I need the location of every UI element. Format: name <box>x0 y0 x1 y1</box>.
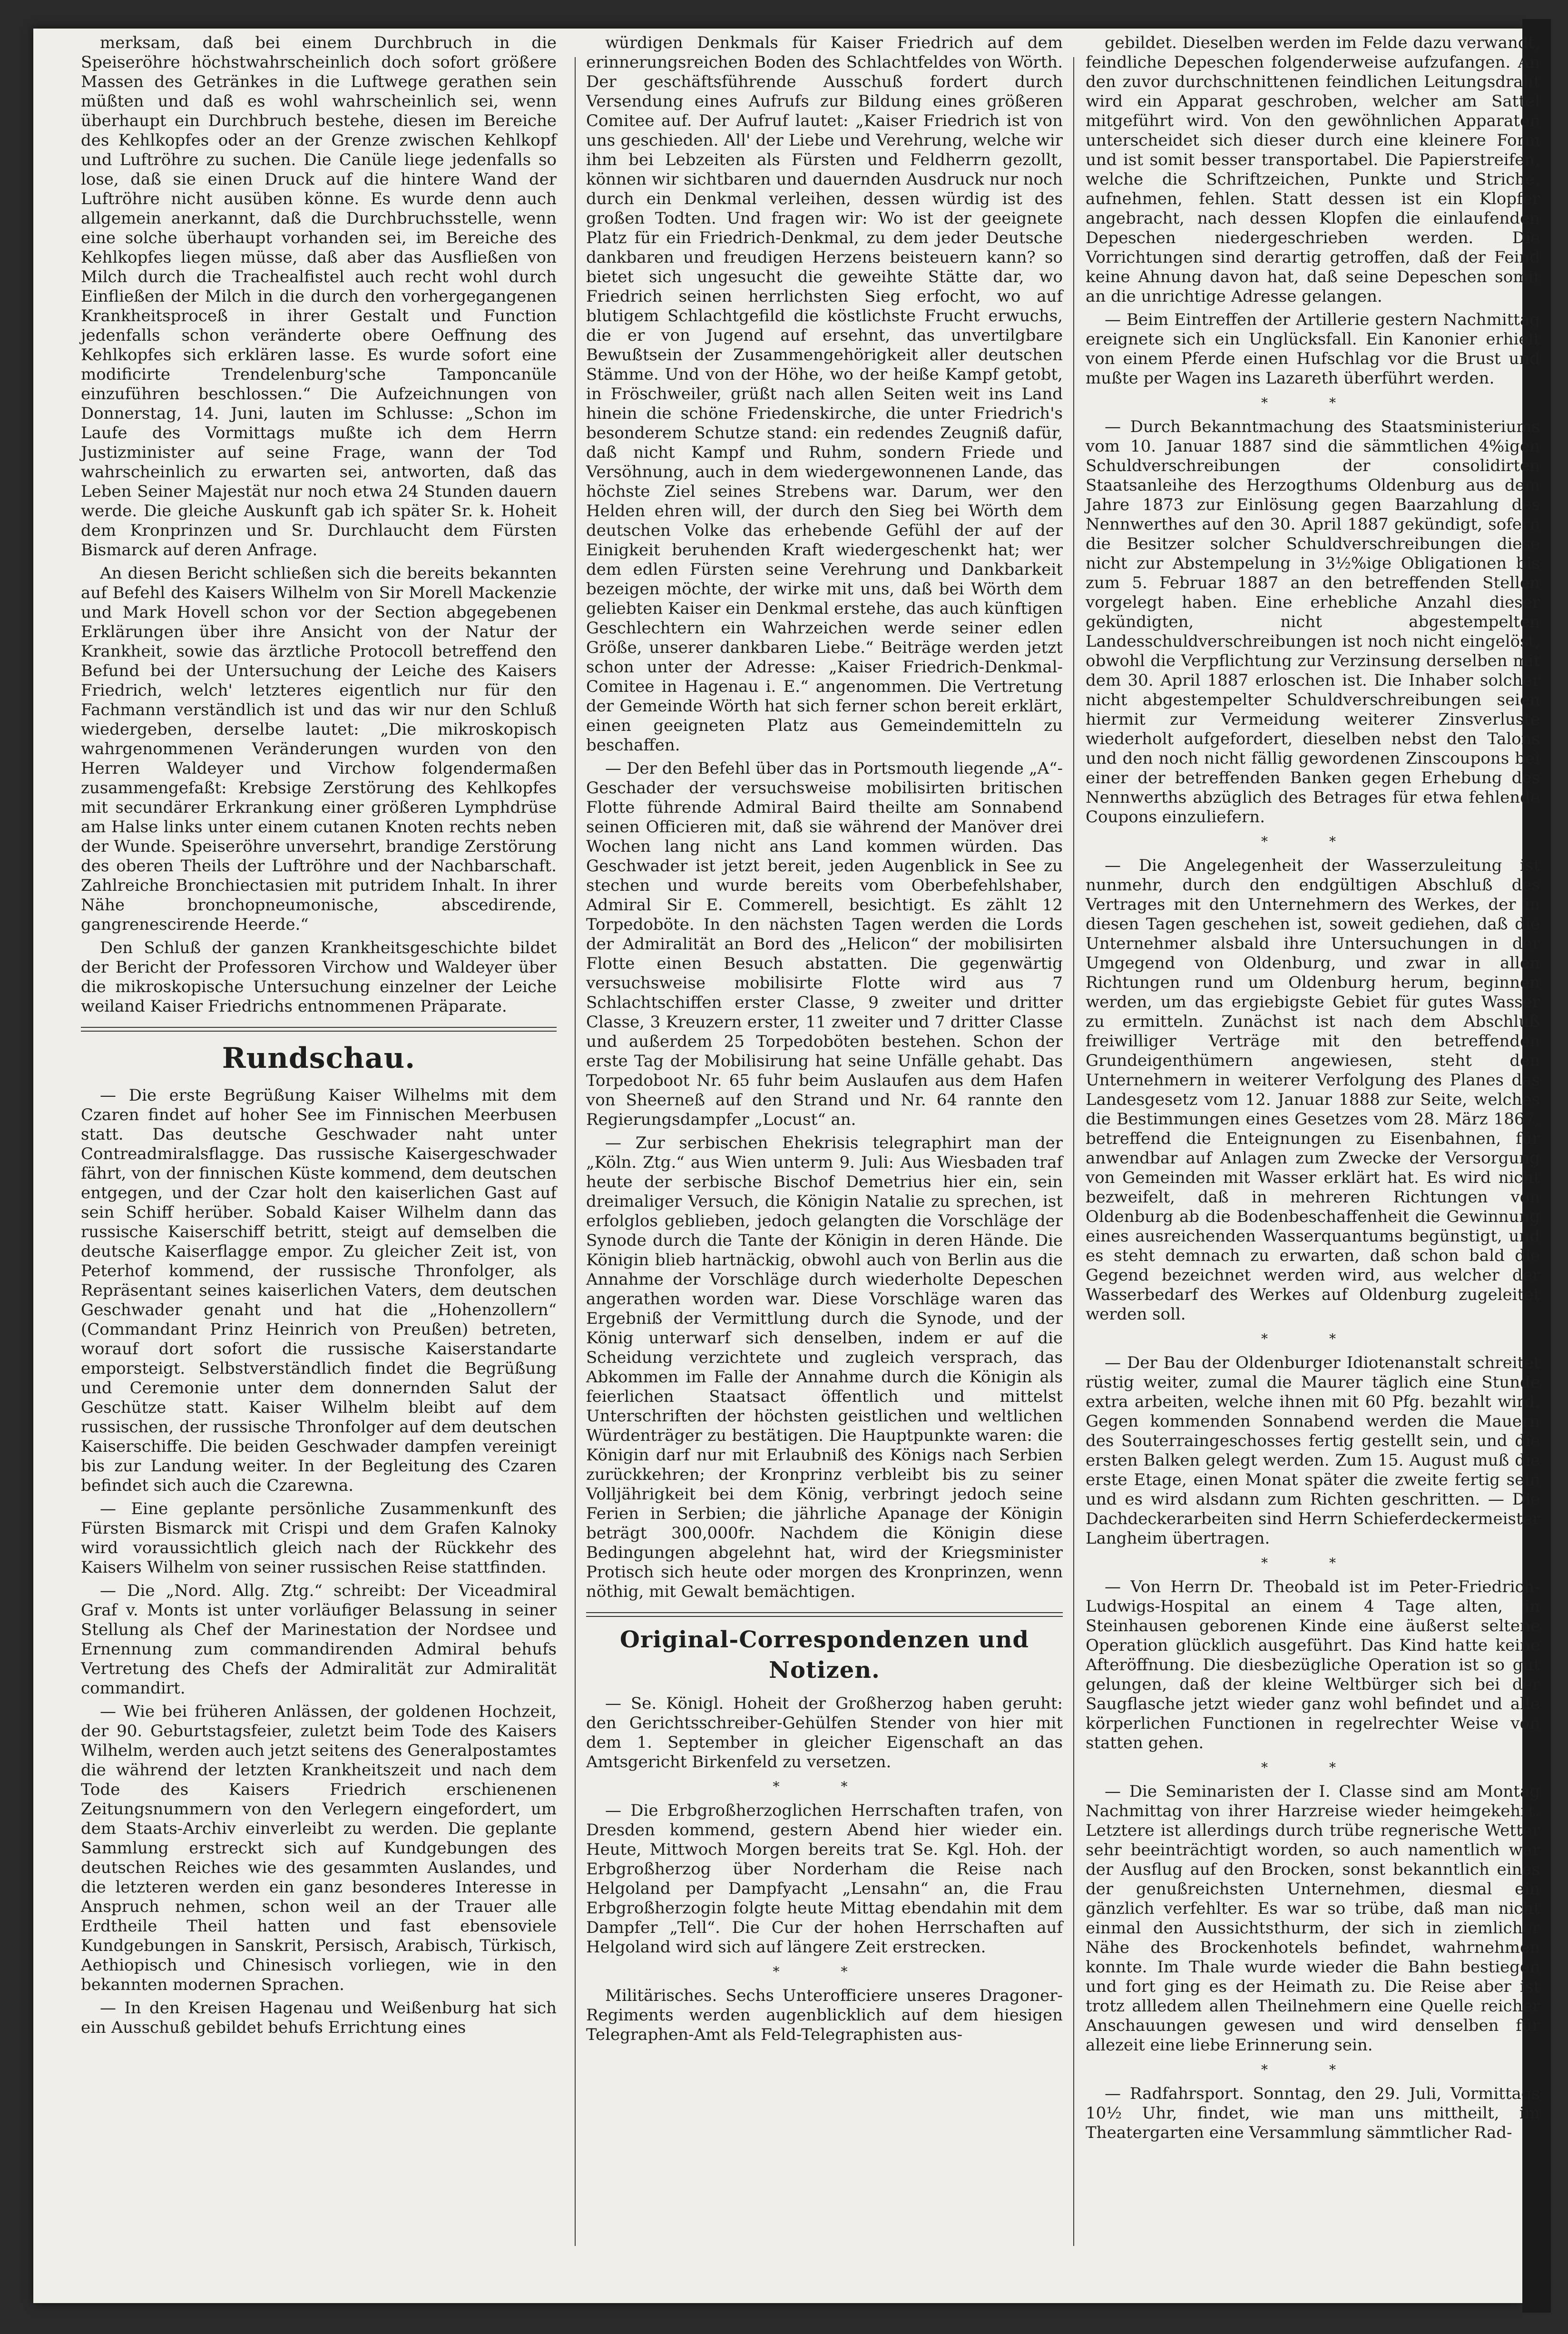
article-paragraph: — Se. Königl. Hoheit der Großherzog haben geruht: den Gerichtsschreiber-Gehülfen Stender von hier mit dem 1. September in gleicher Eigenschaft an das Amtsgericht Birkenfeld zu versetzen. <box>586 1694 1063 1772</box>
article-paragraph: — Eine geplante persönliche Zusammenkunft des Fürsten Bismarck mit Crispi und dem Grafen Kalnoky wird voraussichtlich gleich nach der Rückkehr des Kaisers Wilhelm von seiner russischen Reise stattfinden. <box>81 1499 557 1577</box>
article-paragraph: — Von Herrn Dr. Theobald ist im Peter-Friedrich-Ludwigs-Hospital an einem 4 Tage alten, in Steinhausen geborenen Kinde eine äußerst seltene Operation glücklich ausgeführt. Das Kind hatte keine Afteröffnung. Die diesbezügliche Operation ist so gut gelungen, daß der kleine Weltbürger sich bei der Saugflasche jetzt wieder ganz wohl befindet und alle körperlichen Functionen in regelrechter Weise von statten gehen. <box>1086 1577 1540 1753</box>
section-divider <box>586 1612 1063 1617</box>
article-paragraph: merksam, daß bei einem Durchbruch in die Speiseröhre höchstwahrscheinlich doch sofort größere Massen des Getränkes in die Luftwege gerathen sein müßten und daß es wohl wahrscheinlich sei, wenn überhaupt ein Durchbruch bestehe, diesen im Bereiche des Kehlkopfes oder an der Grenze zwischen Kehlkopf und Luftröhre zu suchen. Die Canüle liege jedenfalls so lose, daß sie einen Druck auf die hintere Wand der Luftröhre nicht ausüben könne. Es wurde denn auch allgemein anerkannt, daß die Durchbruchsstelle, wenn eine solche überhaupt vorhanden sei, im Bereiche des Kehlkopfes liegen müsse, daß aber das Ausfließen von Milch durch die Trachealfistel auch recht wohl durch Einfließen der Milch in die durch den vorhergegangenen Krankheitsproceß in ihrer Gestalt und Function jedenfalls schon veränderte obere Oeffnung des Kehlkopfes sich erklären lasse. Es wurde sofort eine modificirte Trendelenburg'sche Tamponcanüle einzuführen beschlossen.“ Die Aufzeichnungen von Donnerstag, 14. Juni, lauten im Schlusse: „Schon im Laufe des Vormittags mußte ich dem Herrn Justizminister auf seine Frage, wann der Tod wahrscheinlich zu erwarten sei, antworten, daß das Leben Seiner Majestät nur noch etwa 24 Stunden dauern werde. Die gleiche Auskunft gab ich später Sr. k. Hoheit dem Kronprinzen und Sr. Durchlaucht dem Fürsten Bismarck auf deren Anfrage. <box>81 33 557 560</box>
asterisk-divider: * * <box>1261 2062 1364 2078</box>
column-1 <box>81 33 557 2041</box>
article-paragraph: — Durch Bekanntmachung des Staatsministeriums vom 10. Januar 1887 sind die sämmtlichen 4%igen Schuldverschreibungen der consolidirten Staatsanleihe des Herzogthums Oldenburg aus dem Jahre 1873 zur Einlösung gegen Baarzahlung des Nennwerthes auf den 30. April 1887 gekündigt, sofern die Besitzer solcher Schuldverschreibungen diese nicht zur Abstempelung in 3½%ige Obligationen bis zum 5. Februar 1887 an den betreffenden Stellen vorgelegt haben. Eine erhebliche Anzahl dieser gekündigten, nicht abgestempelten Landesschuldverschreibungen ist noch nicht eingelöst, obwohl die Verpflichtung zur Verzinsung derselben mit dem 30. April 1887 erloschen ist. Die Inhaber solcher nicht abgestempelter Schuldverschreibungen seien hiermit zur Vermeidung weiterer Zinsverluste wiederholt aufgefordert, dieselben nebst den Talons und den noch nicht fällig gewordenen Zinscoupons bei einer der betreffenden Banken gegen Erhebung des Nennwerths abzüglich des Betrages für etwa fehlende Coupons einzuliefern. <box>1086 417 1540 827</box>
article-paragraph: — Zur serbischen Ehekrisis telegraphirt man der „Köln. Ztg.“ aus Wien unterm 9. Juli: Aus Wiesbaden traf heute der serbische Bischof Demetrius hier ein, sein dreimaliger Versuch, die Königin Natalie zu sprechen, ist erfolglos geblieben, jedoch gelangten die Vorschläge der Synode durch die Tante der Königin in deren Hände. Die Königin blieb hartnäckig, obwohl auch von Berlin aus die Annahme der Vorschläge durch wiederholte Depeschen angerathen worden war. Diese Vorschläge waren das Ergebniß der Vermittlung durch die Synode, und der König unterwarf sich denselben, indem er auf die Scheidung verzichtete und zugleich versprach, das Abkommen im Falle der Annahme durch die Königin als feierlichen Staatsact öffentlich und mittelst Unterschriften der höchsten geistlichen und weltlichen Würdenträger zu bestätigen. Die Hauptpunkte waren: die Königin darf nur mit Erlaubniß des Königs nach Serbien zurückkehren; der Kronprinz verbleibt bis zu seiner Volljährigkeit bei dem König, verbringt jedoch seine Ferien in Serbien; die jährliche Apanage der Königin beträgt 300,000fr. Nachdem die Königin diese Bedingungen abgelehnt hat, wird der Kriegsminister Protisch sich heute oder morgen des Kronprinzen, wenn nöthig, mit Gewalt bemächtigen. <box>586 1133 1063 1601</box>
article-paragraph: — Die Angelegenheit der Wasserzuleitung ist nunmehr, durch den endgültigen Abschluß des Vertrages mit den Unternehmern des Werkes, der in diesen Tagen geschehen ist, soweit gediehen, daß die Unternehmer alsbald ihre Untersuchungen in der Umgegend von Oldenburg, und zwar in allen Richtungen rund um Oldenburg herum, beginnen werden, um das ergiebigste Gebiet für gutes Wasser zu ermitteln. Zunächst ist nach dem Abschluß freiwilliger Verträge mit den betreffenden Grundeigenthümern angewiesen, steht den Unternehmern in weiterer Verfolgung des Planes das Landesgesetz vom 12. Januar 1888 zur Seite, welches die Bestimmungen eines Gesetzes vom 28. März 1867, betreffend die Enteignungen zu Eisenbahnen, für anwendbar auf Anlagen zum Zwecke der Versorgung von Gemeinden mit Wasser erklärt hat. Es wird nicht bezweifelt, daß in mehreren Richtungen von Oldenburg ab die Bodenbeschaffenheit die Gewinnung eines ausreichenden Wasserquantums begünstigt, und es steht demnach zu erwarten, daß schon bald die Gegend bezeichnet werden wird, aus welcher der Wasserbedarf des Werkes auf Oldenburg zugeleitet werden soll. <box>1086 856 1540 1324</box>
asterisk-divider: * * <box>773 1779 876 1794</box>
article-paragraph: — Der Bau der Oldenburger Idiotenanstalt schreitet rüstig weiter, zumal die Maurer täglich eine Stunde extra arbeiten, welche ihnen mit 60 Pfg. bezahlt wird. Gegen kommenden Sonnabend werden die Mauern des Souterraingeschosses fertig gestellt sein, und die ersten Balken gelegt werden. Zum 15. August muß die erste Etage, einen Monat später die zweite fertig sein und es wird alsdann zum Richten geschritten. — Die Dachdeckerarbeiten sind Herrn Schieferdeckermeister Langheim übertragen. <box>1086 1353 1540 1548</box>
article-paragraph: würdigen Denkmals für Kaiser Friedrich auf dem erinnerungsreichen Boden des Schlachtfeldes von Wörth. Der geschäftsführende Ausschuß fordert durch Versendung eines Aufrufs zur Bildung eines größeren Comitee auf. Der Aufruf lautet: „Kaiser Friedrich ist von uns geschieden. All' der Liebe und Verehrung, welche wir ihm bei Lebzeiten als Fürsten und Feldherrn gezollt, können wir sichtbaren und dauernden Ausdruck nur noch durch ein Denkmal verleihen, dessen würdig ist des großen Todten. Und fragen wir: Wo ist der geeignete Platz für ein Friedrich-Denkmal, zu dem jeder Deutsche dankbaren und freudigen Herzens beisteuern kann? so bietet sich ungesucht die geweihte Stätte dar, wo Friedrich seinen herrlichsten Sieg erfocht, wo auf blutigem Schlachtgefild die köstlichste Frucht erwuchs, die er von Jugend auf ersehnt, das unvertilgbare Bewußtsein der Zusammengehörigkeit aller deutschen Stämme. Und von der Höhe, wo der heiße Kampf getobt, in Fröschweiler, grüßt nach allen Seiten weit ins Land hinein die schöne Friedenskirche, die unter Friedrich's besonderem Schutze stand: ein redendes Zeugniß dafür, daß nicht Kampf und Ruhm, sondern Friede und Versöhnung, auch in dem wiedergewonnenen Lande, das höchste Ziel seines Strebens war. Darum, wer den Helden ehren will, der durch den Sieg bei Wörth dem deutschen Volke das erhebende Gefühl der auf der Einigkeit beruhenden Kraft wiedergeschenkt hat; wer dem edlen Fürsten seine Verehrung und Dankbarkeit bezeigen möchte, der wirke mit uns, daß bei Wörth dem geliebten Kaiser ein Denkmal erstehe, das auch künftigen Geschlechtern ein Wahrzeichen werde seiner edlen Größe, unserer dankbaren Liebe.“ Beiträge werden jetzt schon unter der Adresse: „Kaiser Friedrich-Denkmal-Comitee in Hagenau i. E.“ angenommen. Die Vertretung der Gemeinde Wörth hat sich ferner schon bereit erklärt, einen geeigneten Platz aus Gemeindemitteln zu beschaffen. <box>586 33 1063 755</box>
article-paragraph: Militärisches. Sechs Unterofficiere unseres Dragoner-Regiments werden augenblicklich auf dem hiesigen Telegraphen-Amt als Feld-Telegraphisten aus- <box>586 1986 1063 2044</box>
article-paragraph: — Wie bei früheren Anlässen, der goldenen Hochzeit, der 90. Geburtstagsfeier, zuletzt beim Tode des Kaisers Wilhelm, werden auch jetzt seitens des Generalpostamtes die während der letzten Krankheitszeit und nach dem Tode des Kaisers Friedrich erschienenen Zeitungsnummern von den Verlegern eingefordert, um dem Staats-Archiv einverleibt zu werden. Die geplante Sammlung erstreckt sich auf Kundgebungen des deutschen Reiches wie des gesammten Auslandes, und die letzteren werden ein ganz besonderes Interesse in Anspruch nehmen, schon weil an der Trauer alle Erdtheile Theil hatten und fast ebensoviele Kundgebungen in Sanskrit, Persisch, Arabisch, Türkisch, Aethiopisch und Chinesisch vorliegen, wie in den bekannten modernen Sprachen. <box>81 1702 557 1994</box>
article-paragraph: — In den Kreisen Hagenau und Weißenburg hat sich ein Ausschuß gebildet behufs Errichtung eines <box>81 1999 557 2037</box>
section-title-rundschau: Rundschau. <box>222 1042 416 1075</box>
asterisk-divider: * * <box>1261 834 1364 849</box>
article-paragraph: — Die Seminaristen der I. Classe sind am Montag Nachmittag von ihrer Harzreise wieder heimgekehrt. Letztere ist allerdings durch trübe regnerische Wetter sehr beeinträchtigt worden, so auch namentlich war der Ausflug auf den Brocken, sonst bekanntlich eines der genußreichsten Unternehmen, diesmal ein gänzlich verfehlter. Es war so trübe, daß man nicht einmal den Aussichtsthurm, der sich in ziemlicher Nähe des Brockenhotels befindet, wahrnehmen konnte. Im Thale wurde wieder die Bahn bestiegen und fort ging es der Heimath zu. Die Reise aber ist trotz allledem allen Theilnehmern eine Quelle reicher Anschauungen gewesen und wird denselben für allezeit eine liebe Erinnerung sein. <box>1086 1782 1540 2055</box>
article-paragraph: — Radfahrsport. Sonntag, den 29. Juli, Vormittags 10½ Uhr, findet, wie man uns mittheilt, im Theatergarten eine Versammlung sämmtlicher Rad- <box>1086 2084 1540 2142</box>
asterisk-divider: * * <box>1261 1555 1364 1571</box>
article-paragraph: gebildet. Dieselben werden im Felde dazu verwandt, feindliche Depeschen folgenderweise aufzufangen. An den zuvor durchschnittenen feindlichen Leitungsdraht wird ein Apparat geschroben, welcher am Sattel mitgeführt wird. Von den gewöhnlichen Apparaten unterscheidet sich dieser durch eine kleinere Form und ist somit besser transportabel. Die Papierstreifen, welche die Schriftzeichen, Punkte und Striche, aufnehmen, fehlen. Statt dessen ist ein Klopfer angebracht, nach dessen Klopfen die einlaufenden Depeschen niedergeschrieben werden. Die Vorrichtungen sind derartig getroffen, daß der Feind keine Ahnung davon hat, daß seine Depeschen somit an die unrichtige Adresse gelangen. <box>1086 33 1540 306</box>
article-paragraph: — Beim Eintreffen der Artillerie gestern Nachmittag ereignete sich ein Unglücksfall. Ein Kanonier erhielt von einem Pferde einen Hufschlag vor die Brust und mußte per Wagen ins Lazareth überführt werden. <box>1086 310 1540 388</box>
asterisk-divider: * * <box>1261 1331 1364 1347</box>
column-rule-left <box>575 57 576 2246</box>
asterisk-divider: * * <box>773 1964 876 1979</box>
column-3 <box>1086 33 1540 2147</box>
asterisk-divider: * * <box>1261 395 1364 411</box>
section-title-correspondenzen: Original-Correspondenzen und Notizen. <box>620 1626 1029 1684</box>
section-divider <box>81 1027 557 1032</box>
column-2 <box>586 33 1063 2048</box>
article-paragraph: Den Schluß der ganzen Krankheitsgeschichte bildet der Bericht der Professoren Virchow und Waldeyer über die mikroskopische Untersuchung einzelner der Leiche weiland Kaiser Friedrichs entnommenen Präparate. <box>81 938 557 1016</box>
article-paragraph: — Die Erbgroßherzoglichen Herrschaften trafen, von Dresden kommend, gestern Abend hier wieder ein. Heute, Mittwoch Morgen bereits trat Se. Kgl. Hoh. der Erbgroßherzog über Norderham die Reise nach Helgoland per Dampfyacht „Lensahn“ an, die Frau Erbgroßherzogin folgte heute Mittag ebendahin mit dem Dampfer „Tell“. Die Cur der hohen Herrschaften auf Helgoland wird sich auf längere Zeit erstrecken. <box>586 1801 1063 1957</box>
article-paragraph: An diesen Bericht schließen sich die bereits bekannten auf Befehl des Kaisers Wilhelm von Sir Morell Mackenzie und Mark Hovell schon vor der Section abgegebenen Erklärungen über ihre Ansicht von der Natur der Krankheit, sowie das ärztliche Protocoll betreffend den Befund bei der Untersuchung der Leiche des Kaisers Friedrich, welch' letzteres eigentlich nur für den Fachmann verständlich ist und das wir nur den Schluß wiedergeben, derselbe lautet: „Die mikroskopisch wahrgenommenen Veränderungen wurden von den Herren Waldeyer und Virchow folgendermaßen zusammengefaßt: Krebsige Zerstörung des Kehlkopfes mit secundärer Erkrankung einer größeren Lymphdrüse am Halse links unter einem cutanen Knoten rechts neben der Wunde. Speiseröhre unversehrt, brandige Zerstörung des oberen Theils der Luftröhre und der Nachbarschaft. Zahlreiche Bronchiectasien mit putridem Inhalt. In ihrer Nähe bronchopneumonische, abscedirende, gangrenescirende Heerde.“ <box>81 564 557 934</box>
article-paragraph: — Die erste Begrüßung Kaiser Wilhelms mit dem Czaren findet auf hoher See im Finnischen Meerbusen statt. Das deutsche Geschwader naht unter Contreadmiralsflagge. Das russische Kaisergeschwader fährt, von der finnischen Küste kommend, dem deutschen entgegen, und der Czar holt den kaiserlichen Gast auf sein Schiff herüber. Sobald Kaiser Wilhelm dann das russische Kaiserschiff betritt, steigt auf demselben die deutsche Kaiserflagge empor. Zu gleicher Zeit ist, von Peterhof kommend, der russische Thronfolger, als Repräsentant seines kaiserlichen Vaters, dem deutschen Geschwader genaht und hat die „Hohenzollern“ (Commandant Prinz Heinrich von Preußen) betreten, worauf dort sofort die russische Kaiserstandarte emporsteigt. Selbstverständlich findet die Begrüßung und Ceremonie unter dem donnernden Salut der Geschütze statt. Kaiser Wilhelm bleibt auf dem russischen, der russische Thronfolger auf dem deutschen Kaiserschiffe. Die beiden Geschwader dampfen vereinigt bis zur Landung weiter. In der Begleitung des Czaren befindet sich auch die Czarewna. <box>81 1086 557 1495</box>
article-paragraph: — Die „Nord. Allg. Ztg.“ schreibt: Der Viceadmiral Graf v. Monts ist unter vorläufiger Belassung in seiner Stellung als Chef der Marinestation der Nordsee und Ernennung zum commandirenden Admiral behufs Vertretung des Chefs der Admiralität zur Admiralität commandirt. <box>81 1581 557 1698</box>
asterisk-divider: * * <box>1261 1760 1364 1775</box>
article-paragraph: — Der den Befehl über das in Portsmouth liegende „A“-Geschader der versuchsweise mobilisirten britischen Flotte führende Admiral Baird theilte am Sonnabend seinen Officieren mit, daß sie während der Manöver drei Wochen lang nicht ans Land kommen würden. Das Geschwader ist jetzt bereit, jeden Augenblick in See zu stechen und wurde bereits vom Oberbefehlshaber, Admiral Sir E. Commerell, besichtigt. Es zählt 12 Torpedoböte. In den nächsten Tagen werden die Lords der Admiralität an Bord des „Helicon“ der mobilisirten Flotte einen Besuch abstatten. Die gegenwärtig versuchsweise mobilisirte Flotte wird aus 7 Schlachtschiffen erster Classe, 9 zweiter und dritter Classe, 3 Kreuzern erster, 11 zweiter und 7 dritter Classe und außerdem 25 Torpedoböten bestehen. Schon der erste Tag der Mobilisirung hat seine Unfälle gehabt. Das Torpedoboot Nr. 65 fuhr beim Auslaufen aus dem Hafen von Sheerneß auf den Strand und Nr. 64 rannte den Regierungsdampfer „Locust“ an. <box>586 759 1063 1129</box>
column-rule-right <box>1073 57 1074 2246</box>
